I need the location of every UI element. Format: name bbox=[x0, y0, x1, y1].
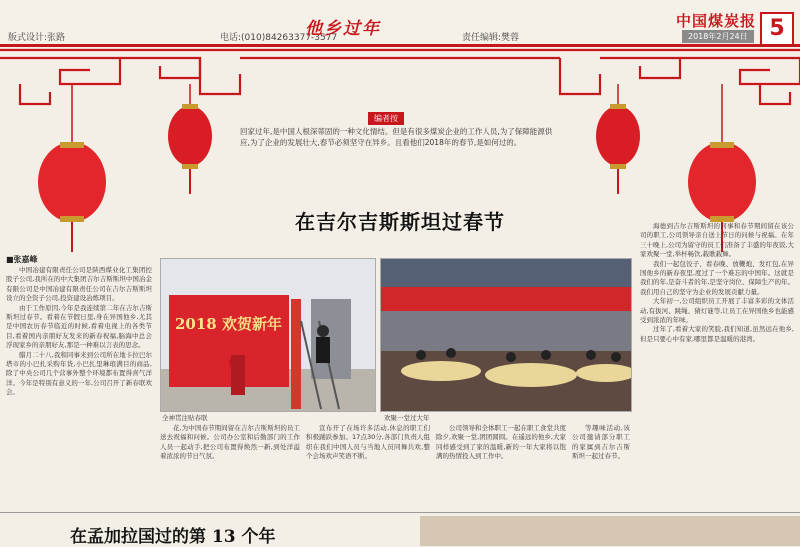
byline: ■张嘉峰 bbox=[6, 255, 38, 264]
photo-banquet bbox=[380, 258, 632, 412]
article-column-5 bbox=[572, 424, 630, 508]
paragraph: 我们一起包饺子、看春晚、放鞭炮、发红包,在异国他乡的新春夜里,度过了一个难忘的中国年。这就是我们的年,是奋斗者的年,是坚守岗位、保障生产的年。我们用自己的坚守为企业的发展贡献力量。 bbox=[640, 259, 794, 296]
photo-caption: 欢聚一堂过大年 bbox=[384, 414, 430, 422]
poster-text: 2018 欢贺新年 bbox=[175, 315, 282, 333]
page-number: 5 bbox=[760, 12, 794, 46]
photo-couplet bbox=[160, 258, 376, 412]
masthead: 中国煤炭报 bbox=[676, 12, 757, 30]
article-column-3 bbox=[306, 424, 430, 508]
section-divider bbox=[0, 512, 800, 513]
designer-credit: 版式设计:张路 bbox=[8, 33, 66, 43]
paragraph: 中国冶建有限责任公司是陕西煤业化工集团控股子公司,我所在的中大集团吉尔吉斯斯坦中国冶金有限公司是中国冶建有限责任公司在吉尔吉斯斯坦设立的全资子公司,投资建设冶炼项目。 bbox=[6, 266, 152, 303]
article-title: 在吉尔吉斯斯坦过春节 bbox=[295, 210, 505, 234]
article-title: 在孟加拉国过的第 13 个年 bbox=[70, 527, 276, 547]
editor-note-tag: 编者按 bbox=[368, 112, 404, 125]
editor-note-text: 回家过年,是中国人根深蒂固的一种文化情结。但是有很多煤炭企业的工作人员,为了保障能源供应,为了企业的发展壮大,春节必须坚守在异乡。且看他们2018年的春节,是如何过的。 bbox=[240, 127, 553, 147]
paragraph: 由于工作原因,今年是我连续第二年在吉尔吉斯斯坦过春节。看着在节假日里,身在异国他乡,尤其是中国农历春节临近的时候,看着电视上的各类节目,看着国内亲朋好友发来的新春祝福,脑海中总会浮现家乡的亲朋好友,那是一种难以言表的思念。 bbox=[6, 303, 152, 350]
paragraph: 大年初一,公司组织员工开展了丰富多彩的文体活动,有拔河、跳绳、猜灯谜等,让员工在异国他乡也能感受到浓浓的年味。 bbox=[640, 297, 794, 325]
lantern-icon bbox=[168, 84, 212, 194]
editor-credit: 责任编辑:樊蓉 bbox=[462, 33, 520, 43]
issue-date: 2018年2月24日 bbox=[682, 30, 754, 43]
article-column-4 bbox=[436, 424, 566, 508]
paragraph: 腊月二十八,我和同事来到公司所在地卡拉巴尔塔市的小巴扎采购年货,小巴扎里琳琅满目的商品,除了中央公司几个营事外整个环境都布置得喜气洋洋。今年是特别有意义的一年,公司召开了新春联欢会。 bbox=[6, 350, 152, 397]
lantern-icon bbox=[596, 84, 640, 194]
paragraph: 花,为中国春节期间留在吉尔吉斯斯坦的员工送去祝福和问候。公司办公室和后勤部门的工作人员一起动手,把公司布置得焕然一新,到处洋溢着浓浓的节日气氛。 bbox=[160, 424, 300, 461]
article-column-6 bbox=[640, 222, 794, 508]
photo-strip bbox=[420, 516, 800, 546]
photo-caption: 全神贯注贴春联 bbox=[162, 414, 208, 422]
phone-number: 电话:(010)84263377-3577 bbox=[220, 33, 338, 43]
article-column-1 bbox=[6, 266, 152, 508]
paragraph: 公司领导和全体职工一起在职工食堂共度除夕,欢聚一堂,团团圆圆。在遥远的他乡,大家同样感受到了家的温暖,新的一年大家将以饱满的热情投入到工作中。 bbox=[436, 424, 566, 461]
column-title: 他乡过年 bbox=[305, 19, 381, 39]
article-column-2 bbox=[160, 424, 300, 508]
paragraph: 等趣味活动,该公司邀请部分职工的家属到吉尔吉斯斯坦一起过春节。 bbox=[572, 424, 630, 461]
paragraph: 海德到吉尔吉斯斯坦的同事和春节期间留在该公司的职工,公司领导亲自送上节日的问候与祝福。在年三十晚上,公司为留守的员工们准备了丰盛的年夜饭,大家欢聚一堂,举杯畅饮,载歌载舞。 bbox=[640, 222, 794, 259]
paragraph: 宣布开了在场许多活动,休息的职工们积极踊跃参加。17点30分,各部门负责人组织在我们中国人员与当地人员同舞共欢,整个会场欢声笑语不断。 bbox=[306, 424, 430, 461]
paragraph: 过年了,看着大家的笑脸,我们知道,虽然远在他乡,但是只要心中有家,哪里都是温暖的港湾。 bbox=[640, 325, 794, 343]
